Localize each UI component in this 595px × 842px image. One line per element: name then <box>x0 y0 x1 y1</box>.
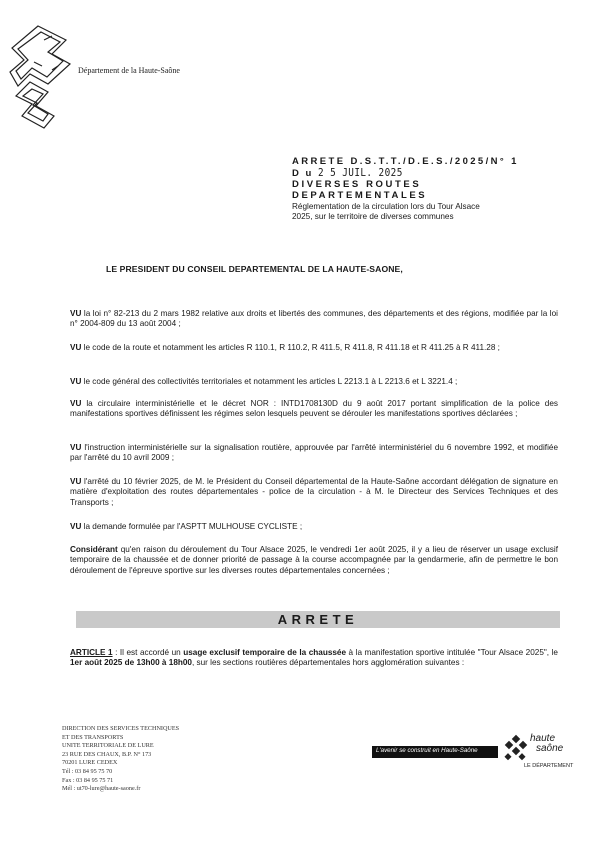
arrete-date-line <box>292 167 502 179</box>
address-line: Mél : ut70-lure@haute-saone.fr <box>62 785 141 793</box>
arrete-date-stamp: 2 5 JUIL. 2025 <box>317 166 403 179</box>
visa-lead: VU <box>70 477 82 486</box>
visa-lead: VU <box>70 443 82 452</box>
visa-text: la circulaire interministérielle et le décret NOR : INTD1708130D du 9 août 2017 portant simplification de la police des manifestations sportives définissent les régimes selon lesquels peuvent se dérouler les manifestations sportives déclarées ; <box>70 399 558 419</box>
visa-text: le code de la route et notamment les articles R 110.1, R 110.2, R 411.5, R 411.8, R 411.18 et R 411.25 à R 411.28 ; <box>81 343 500 352</box>
arrete-reference: ARRETE D.S.T.T./D.E.S./2025/N° 1 <box>292 156 519 167</box>
visa-text: le code général des collectivités territoriales et notamment les articles L 2213.1 à L 2213.6 et L 3221.4 ; <box>81 377 458 386</box>
visa-lead: VU <box>70 309 82 318</box>
visa-lead: VU <box>70 377 82 386</box>
logo-caption: LE DÉPARTEMENT <box>524 763 574 769</box>
address-line: ET DES TRANSPORTS <box>62 733 124 741</box>
article-bold-date: 1er août 2025 de 13h00 à 18h00 <box>70 658 192 668</box>
visa-item <box>70 522 558 532</box>
visa-text: la loi n° 82-213 du 2 mars 1982 relative aux droits et libertés des communes, des départements et des régions, modifiée par la loi n° 2004-809 du 13 août 2004 ; <box>70 309 558 329</box>
visa-lead: VU <box>70 522 82 531</box>
visa-item <box>70 477 558 508</box>
address-line: 70201 LURE CEDEX <box>62 759 118 767</box>
arrete-banner <box>76 611 560 628</box>
visa-text: l'instruction interministérielle sur la signalisation routière, approuvée par l'arrêté interministériel du 6 novembre 1992, et modifiée par l'arrêté du 10 avril 2009 ; <box>70 443 558 463</box>
visa-item <box>70 443 558 464</box>
arrete-date-prefix: D u <box>292 168 314 179</box>
address-line: Fax : 03 84 95 75 71 <box>62 776 114 784</box>
visa-text: l'arrêté du 10 février 2025, de M. le Président du Conseil départemental de la Haute-Saône accordant délégation de signature en matière d'exploitation des routes départementales - police de la circulation - à M. le Directeur des Services Techniques et des Transports ; <box>70 477 558 507</box>
visa-item <box>70 399 558 420</box>
considerant-text: qu'en raison du déroulement du Tour Alsace 2025, le vendredi 1er août 2025, il y a lieu de réserver un usage exclusif temporaire de la chaussée et de donner priorité de passage à la course accompagnée par la gendarmerie, afin de permettre le bon déroulement de l'épreuve sportive sur les diverses routes départementales concernées ; <box>70 545 558 575</box>
visa-lead: VU <box>70 343 82 352</box>
haute-saone-logo-icon <box>500 728 580 770</box>
address-line: DIRECTION DES SERVICES TECHNIQUES <box>62 725 180 732</box>
article-text: à la manifestation sportive intitulée "Tour Alsace 2025", le <box>346 648 558 657</box>
considerant-item <box>70 545 558 576</box>
considerant-lead: Considérant <box>70 545 118 554</box>
logo-word-2: saône <box>536 743 564 754</box>
arrete-object-line1: DIVERSES ROUTES <box>292 179 422 190</box>
president-heading: LE PRESIDENT DU CONSEIL DEPARTEMENTAL DE LA HAUTE-SAONE, <box>106 264 403 274</box>
address-line: Tél : 03 84 95 75 70 <box>62 767 113 775</box>
article-label: ARTICLE 1 <box>70 648 113 657</box>
address-line: 23 RUE DES CHAUX, B.P. N° 173 <box>62 750 152 758</box>
visa-item <box>70 309 558 330</box>
article-text: : Il est accordé un <box>112 648 184 657</box>
slogan-text: L'avenir se construit en Haute-Saône <box>376 747 478 754</box>
visa-item <box>70 343 558 353</box>
footer-address <box>62 725 179 794</box>
logo-word-1: haute <box>530 733 556 744</box>
department-name: Département de la Haute-Saône <box>78 66 180 75</box>
article-bold-text: usage exclusif temporaire de la chaussée <box>183 648 347 657</box>
address-line: UNITE TERRITORIALE DE LURE <box>62 742 154 750</box>
arrete-object-line2: DEPARTEMENTALES <box>292 190 428 201</box>
arrete-banner-text: ARRETE <box>277 612 359 627</box>
visa-lead: VU <box>70 399 82 408</box>
arrete-subtitle: Réglementation de la circulation lors du Tour Alsace 2025, sur le territoire de diverses communes <box>292 202 480 221</box>
visa-item <box>70 377 558 387</box>
article-text: , sur les sections routières départementales hors agglomération suivantes : <box>191 658 465 668</box>
arrete-title-block <box>292 156 519 222</box>
visa-text: la demande formulée par l'ASPTT MULHOUSE CYCLISTE ; <box>81 522 303 531</box>
department-emblem-icon <box>8 22 78 132</box>
article-1 <box>70 648 558 669</box>
slogan-bar <box>372 746 498 758</box>
